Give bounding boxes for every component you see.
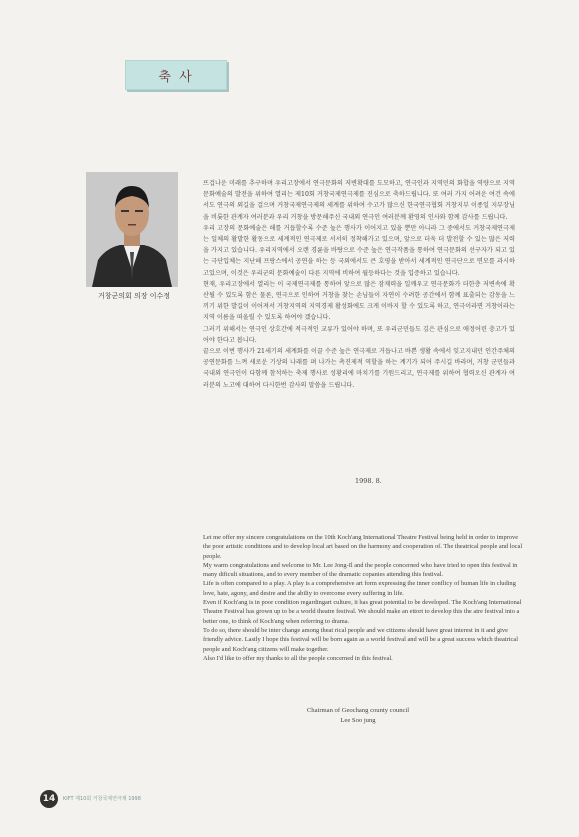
korean-paragraph: 끝으로 이번 행사가 21세기의 세계화를 이끌 수준 높은 연극제로 거듭나고 바쁜 생활 속에서 잊고지내던 인간주체의 공연문화를 느껴 새로운 기상의 나래를 펴 나가는 촉진제적 역할을 하는 계기가 되어 주시길 바라며, 거창 군민들과 국내외 연극인이 다함께 참석하는 축제 행사로 성황리에 마치기를 기원드리고, 연극제를 위하여 협력오신 관계자 여러분의 노고에 대하여 다시한번 감사의 말씀을 드립니다. xyxy=(203,348,515,389)
signature-title: Chairman of Geochang county council xyxy=(306,707,410,714)
page-footer: KIFT 제10회 거창국제연극제 1998 xyxy=(63,796,141,802)
page-number: 14 xyxy=(40,790,58,808)
portrait-photo xyxy=(86,172,178,287)
signature-block xyxy=(203,706,513,725)
signature-name: Lee Soo jung xyxy=(340,716,376,724)
korean-paragraph: 우리 고장의 문화예술은 해를 거듭할수록 수준 높은 행사가 이어지고 있을 뿐만 아니라 그 중에서도 거창국제연극제는 일체의 활발한 활동으로 세계적인 연극제로 서서히 정착해가고 있으며, 앞으로 더욱 더 발전할 수 있는 많은 저력을 가지고 있습니다. 우리지역에서 오랜 경륜을 바탕으로 수준 높은 연극작품을 통하여 연극문화의 선구자가 되고 있는 극단입체는 지난해 프랑스에서 공연을 하는 등 국외에서도 큰 호평을 받아서 세계적인 연극단으로 면모를 과시하고있으며, 이것은 우리군의 문화예술이 다른 지역에 비하여 월등하다는 것을 입증하고 있습니다. xyxy=(203,224,515,277)
page-title: 축 사 xyxy=(158,69,194,85)
portrait-caption: 거창군의회 의장 이수정 xyxy=(97,292,171,300)
english-paragraph: Even if Koch'ang is in poor condition regardingart culture, it has great potential to be developed. The Koch'ang International Theatre Festival has grown up to be a world theatre festival. We should make an ettort to develop this the atre festival into a better one, to think of Koch'ang when referring to drama. xyxy=(203,599,522,625)
english-paragraph: Let me offer my sincere congratulations on the 10th Koch'ang International Theatre Festival being held in order to improve the poor artistic conditions and to develop local art based on the harmony and cooperation of. The theatrical people and local people. xyxy=(203,534,523,560)
english-letter-body xyxy=(203,533,523,663)
english-paragraph: To do so, there should be inter change among theat rical people and we citizens should have great interest in it and give friendly advice. Lastly I hope this festival will be born again as a world festival and will be a great success which theatrical people and Koch'ang citizens will make together. xyxy=(203,626,518,653)
korean-paragraph: 뜨겁나운 미래를 추구하며 우리고장에서 연극문화의 저변확대를 도모하고, 연극인과 지역민의 화합을 역량으로 지역문화예술의 발전을 위하여 열리는 제10회 거창국제연극제를 진심으로 축하드립니다. 또 여러 가지 어려운 여건 속에서도 연극의 외길을 걸으며 거창국제연극제의 세계를 위하여 수고가 많으신 한국연극협회 거창지부 이종일 지부장님을 비롯한 관계자 여러분과 우리 거창을 방문해주신 국내외 연극인 여러분께 환영의 인사와 함께 감사를 드립니다. xyxy=(203,180,515,221)
korean-paragraph: 그러기 위해서는 연극인 상호간에 적극적인 교류가 있어야 하며, 또 우리군민들도 깊은 관심으로 애정어린 충고가 있어야 한다고 봅니다. xyxy=(203,325,515,344)
portrait-image xyxy=(86,172,178,287)
letter-date: 1998. 8. xyxy=(355,477,382,485)
korean-letter-body xyxy=(203,178,515,391)
english-paragraph: Also I'd like to offer my thanks to all the people concerned in this festival. xyxy=(203,654,393,662)
english-paragraph: Life is often compared to a play. A play is a comprehensive art form expressing the inner conflicy of human life in cluding love, hate, agony, and desire and the abiliy to overcome every suffering in life. xyxy=(203,580,516,597)
korean-paragraph: 현재, 우리고장에서 열리는 이 국제연극제를 통하여 앞으로 많은 잠재력을 일깨우고 연극문화가 더한층 저변속에 확산될 수 있도록 함은 물론, 연극으로 인하여 거창을 찾는 손님들이 자연이 수려한 공간에서 함께 표출되는 감동을 느끼기 위한 발길이 이어져서 거창지역의 지역경제 활성화에도 크게 이바지 할 수 있도록 하고, 연극이라면 거창이라는 지역 이름을 떠올릴 수 있도록 하여야 겠습니다. xyxy=(203,280,515,322)
english-paragraph: My warm congratulations and welcome to Mr. Lee Jong-Il and the people concerned who have tried to open this festival in many dificult situations, and to every member of the dramatic copanies attending this festival. xyxy=(203,561,518,579)
title-box xyxy=(125,60,227,90)
